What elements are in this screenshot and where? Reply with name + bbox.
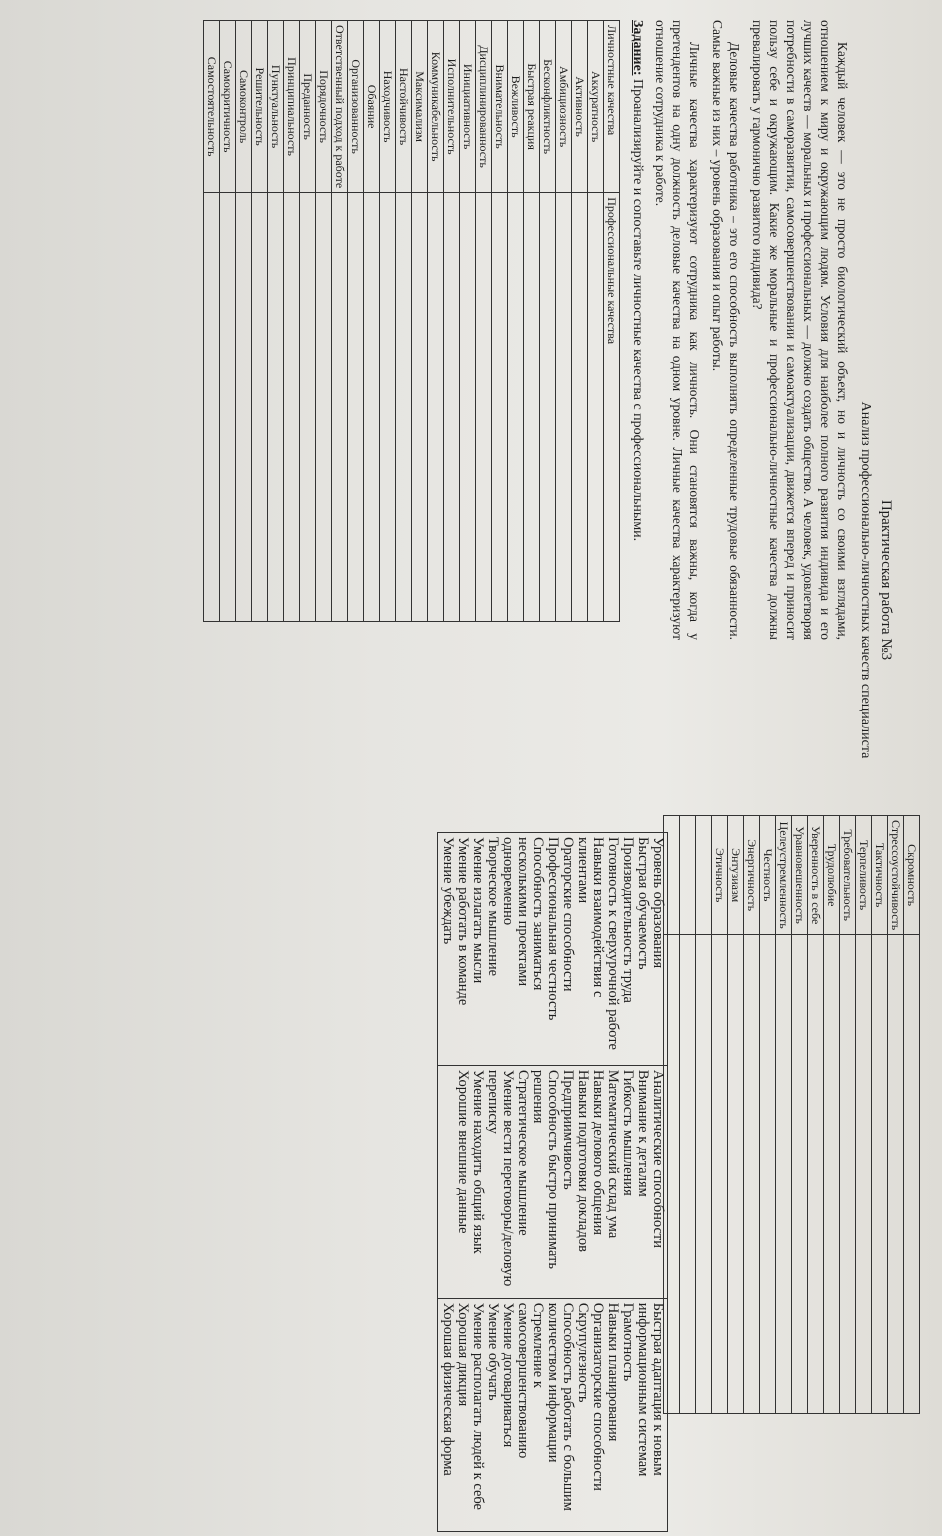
table-row	[252, 21, 268, 622]
blank-cell[interactable]	[680, 816, 696, 935]
personal-quality-cell: Тактичность	[872, 816, 888, 935]
list-column-2	[438, 1065, 668, 1298]
professional-quality-cell[interactable]	[364, 193, 380, 622]
table-row	[776, 816, 792, 1414]
list-item: Аналитические способности	[650, 1069, 666, 1248]
list-item: Умение излагать мысли	[470, 837, 486, 984]
list-item: Профессиональная честность	[545, 837, 561, 1021]
list-column-1	[438, 833, 668, 1066]
professional-quality-cell[interactable]	[744, 935, 760, 1414]
personal-quality-cell: Принципиальность	[284, 21, 300, 193]
professional-quality-cell[interactable]	[332, 193, 348, 622]
professional-quality-cell[interactable]	[588, 193, 604, 622]
table-row	[396, 21, 412, 622]
professional-quality-cell[interactable]	[888, 935, 904, 1414]
personal-quality-cell: Настойчивость	[396, 21, 412, 193]
list-item: Умение работать в команде	[455, 837, 471, 1006]
professional-quality-cell[interactable]	[712, 935, 728, 1414]
list-item: Предприимчивость	[560, 1069, 576, 1190]
personal-quality-cell: Самостоятельность	[204, 21, 220, 193]
table-row	[220, 21, 236, 622]
table-row	[332, 21, 348, 622]
list-item: Способность работать с большим количеством информации	[545, 1302, 576, 1511]
personal-quality-cell: Энергичность	[744, 816, 760, 935]
professional-quality-cell[interactable]	[508, 193, 524, 622]
personal-quality-cell: Бесконфликтность	[540, 21, 556, 193]
list-item: Быстрая адаптация к новым информационным системам	[635, 1302, 666, 1477]
professional-quality-cell[interactable]	[300, 193, 316, 622]
personal-quality-cell: Самокритичность	[220, 21, 236, 193]
professional-quality-cell[interactable]	[236, 193, 252, 622]
personal-quality-cell: Организованность	[348, 21, 364, 193]
list-item: Стратегическое мышление	[515, 1069, 531, 1236]
professional-quality-cell[interactable]	[220, 193, 236, 622]
table-row	[300, 21, 316, 622]
professional-quality-cell[interactable]	[572, 193, 588, 622]
list-item: Гибкость мышления	[620, 1069, 636, 1196]
personal-quality-cell: Вежливость	[508, 21, 524, 193]
table-row	[444, 21, 460, 622]
personal-quality-cell: Активность	[572, 21, 588, 193]
task-block	[628, 20, 646, 620]
professional-quality-cell[interactable]	[316, 193, 332, 622]
professional-quality-cell[interactable]	[824, 935, 840, 1414]
personal-quality-cell: Уверенность в себе	[808, 816, 824, 935]
list-column-3	[438, 1298, 668, 1531]
table-row	[204, 21, 220, 622]
table-row	[824, 816, 840, 1414]
list-item: Хорошая дикция	[455, 1302, 471, 1407]
personal-quality-cell: Этичность	[712, 816, 728, 935]
list-item: Быстрая обучаемость	[635, 837, 651, 970]
list-item: Навыки планирования	[605, 1302, 621, 1442]
list-item: Уровень образования	[650, 837, 666, 969]
table-row	[268, 21, 284, 622]
professional-quality-cell[interactable]	[476, 193, 492, 622]
professional-qualities-list	[437, 832, 668, 1532]
professional-quality-cell[interactable]	[444, 193, 460, 622]
table-row	[316, 21, 332, 622]
page-subtitle: Анализ профессионально-личностных качеств специалиста	[858, 401, 873, 759]
personal-quality-cell: Терпеливость	[856, 816, 872, 935]
list-item: Математический склад ума	[605, 1069, 621, 1239]
table-row	[540, 21, 556, 622]
personal-quality-cell: Самоконтроль	[236, 21, 252, 193]
paragraph: Личные качества характеризуют сотрудника как личность. Они становятся важны, когда у претендентов на одну должность деловые качества на одном уровне. Личные качества характеризуют отношение сотрудника к работе.	[653, 20, 702, 640]
personal-quality-cell: Амбициозность	[556, 21, 572, 193]
personal-quality-cell: Скромность	[904, 816, 920, 935]
qualities-table-part2	[663, 815, 920, 1414]
list-item: Творческое мышление	[485, 837, 501, 977]
table-row	[412, 21, 428, 622]
table-row	[380, 21, 396, 622]
table-row	[556, 21, 572, 622]
list-item: Умение вести переговоры/деловую переписку	[485, 1069, 516, 1287]
personal-quality-cell: Энтузиазм	[728, 816, 744, 935]
page-section-table-continued	[708, 815, 928, 1455]
paragraph: Каждый человек — это не просто биологический объект, но и личность со своими взглядами, отношением к миру и окружающим людям. Условия для наиболее полного развития индивида и его лучших качеств — моральных и профессиональных — должно создать общество. А человек, удовлетворяя потребности в саморазвитии, самосовершенствовании и самоактуализации, движется вперед и приносит пользу себе и окружающим. Какие же моральные и профессионально-личностные качества должны превалировать у гармонично развитого индивида?	[750, 20, 850, 640]
table-header-row	[604, 21, 620, 622]
list-item: Умение обучать	[485, 1302, 501, 1401]
table-row	[428, 21, 444, 622]
professional-quality-cell[interactable]	[792, 935, 808, 1414]
list-item: Умение располагать людей к себе	[470, 1302, 486, 1510]
table-row	[284, 21, 300, 622]
personal-quality-cell: Максимализм	[412, 21, 428, 193]
table-row	[808, 816, 824, 1414]
personal-quality-cell: Трудолюбие	[824, 816, 840, 935]
table-header-personal: Личностные качества	[604, 21, 620, 193]
professional-quality-cell[interactable]	[492, 193, 508, 622]
professional-quality-cell[interactable]	[524, 193, 540, 622]
personal-quality-cell: Находчивость	[380, 21, 396, 193]
list-item: Навыки делового общения	[590, 1069, 606, 1236]
table-header-professional: Профессиональные качества	[604, 193, 620, 622]
table-row	[508, 21, 524, 622]
table-row	[524, 21, 540, 622]
personal-quality-cell: Стрессоустойчивость	[888, 816, 904, 935]
table-row	[572, 21, 588, 622]
table-row	[236, 21, 252, 622]
blank-cell[interactable]	[696, 816, 712, 935]
personal-quality-cell: Ответственный подход к работе	[332, 21, 348, 193]
table-row-blank	[680, 816, 696, 1414]
professional-quality-cell[interactable]	[204, 193, 220, 622]
list-item: Умение находить общий язык	[470, 1069, 486, 1254]
paragraph: Деловые качества работника – это его способность выполнять определенные трудовые обязанности. Самые важные из них – уровень образования и опыт работы.	[710, 20, 742, 640]
professional-quality-cell[interactable]	[540, 193, 556, 622]
table-row	[728, 816, 744, 1414]
professional-quality-cell[interactable]	[412, 193, 428, 622]
table-row	[840, 816, 856, 1414]
list-item: Внимание к деталям	[635, 1069, 651, 1197]
professional-quality-cell[interactable]	[556, 193, 572, 622]
list-item: Умение убеждать	[440, 837, 456, 945]
personal-quality-cell: Решительность	[252, 21, 268, 193]
professional-quality-cell[interactable]	[460, 193, 476, 622]
personal-quality-cell: Обаяние	[364, 21, 380, 193]
professional-quality-cell[interactable]	[904, 935, 920, 1414]
personal-quality-cell: Быстрая реакция	[524, 21, 540, 193]
professional-quality-cell[interactable]	[872, 935, 888, 1414]
personal-quality-cell: Пунктуальность	[268, 21, 284, 193]
table-row	[856, 816, 872, 1414]
blank-cell[interactable]	[680, 935, 696, 1414]
professional-quality-cell[interactable]	[396, 193, 412, 622]
personal-quality-cell: Исполнительность	[444, 21, 460, 193]
personal-quality-cell: Коммуникабельность	[428, 21, 444, 193]
table-row	[364, 21, 380, 622]
professional-quality-cell[interactable]	[284, 193, 300, 622]
professional-quality-cell[interactable]	[252, 193, 268, 622]
personal-quality-cell: Целеустремленность	[776, 816, 792, 935]
table-row	[492, 21, 508, 622]
personal-quality-cell: Инициативность	[460, 21, 476, 193]
professional-quality-cell[interactable]	[840, 935, 856, 1414]
task-text: Проанализируйте и сопоставьте личностные качества с профессиональными.	[630, 78, 645, 542]
professional-quality-cell[interactable]	[760, 935, 776, 1414]
table-row	[792, 816, 808, 1414]
table-row	[588, 21, 604, 622]
professional-quality-cell[interactable]	[808, 935, 824, 1414]
list-item: Навыки взаимодействия с клиентами	[575, 837, 606, 998]
blank-cell[interactable]	[696, 935, 712, 1414]
list-item: Способность быстро принимать решения	[530, 1069, 561, 1269]
list-item: Готовность к сверхурочной работе	[605, 837, 621, 1050]
table-row	[872, 816, 888, 1414]
professional-quality-cell[interactable]	[348, 193, 364, 622]
personal-quality-cell: Требовательность	[840, 816, 856, 935]
professional-quality-cell[interactable]	[428, 193, 444, 622]
table-row	[760, 816, 776, 1414]
task-label: Задание:	[630, 20, 645, 76]
list-item: Стремление к самосовершенствованию	[515, 1302, 546, 1459]
list-item: Организаторские способности	[590, 1302, 606, 1491]
list-item: Грамотность	[620, 1302, 636, 1382]
page-section-list	[248, 832, 668, 1532]
table-row	[348, 21, 364, 622]
table-row	[712, 816, 728, 1414]
personal-quality-cell: Уравновешенность	[792, 816, 808, 935]
professional-quality-cell[interactable]	[776, 935, 792, 1414]
professional-quality-cell[interactable]	[268, 193, 284, 622]
list-item: Хорошие внешние данные	[455, 1069, 471, 1234]
personal-quality-cell: Аккуратность	[588, 21, 604, 193]
list-item: Производительность труда	[620, 837, 636, 1003]
table-row	[460, 21, 476, 622]
list-item: Скрупулезность	[575, 1302, 591, 1403]
table-row	[476, 21, 492, 622]
list-item: Ораторские способности	[560, 837, 576, 992]
list-item: Хорошая физическая форма	[440, 1302, 456, 1476]
list-item: Способность заниматься несколькими проектами одновременно	[500, 837, 546, 991]
professional-quality-cell[interactable]	[380, 193, 396, 622]
table-row-blank	[696, 816, 712, 1414]
table-row	[744, 816, 760, 1414]
qualities-table-part1	[203, 20, 620, 622]
personal-quality-cell: Внимательность	[492, 21, 508, 193]
list-item: Навыки подготовки докладов	[575, 1069, 591, 1252]
list-item: Умение договариваться	[500, 1302, 516, 1448]
personal-quality-cell: Порядочность	[316, 21, 332, 193]
professional-quality-cell[interactable]	[728, 935, 744, 1414]
personal-quality-cell: Честность	[760, 816, 776, 935]
personal-quality-cell: Дисциплинированность	[476, 21, 492, 193]
table-row	[904, 816, 920, 1414]
page-title: Практическая работа №3	[878, 499, 894, 661]
personal-quality-cell: Преданность	[300, 21, 316, 193]
professional-quality-cell[interactable]	[856, 935, 872, 1414]
table-row	[888, 816, 904, 1414]
